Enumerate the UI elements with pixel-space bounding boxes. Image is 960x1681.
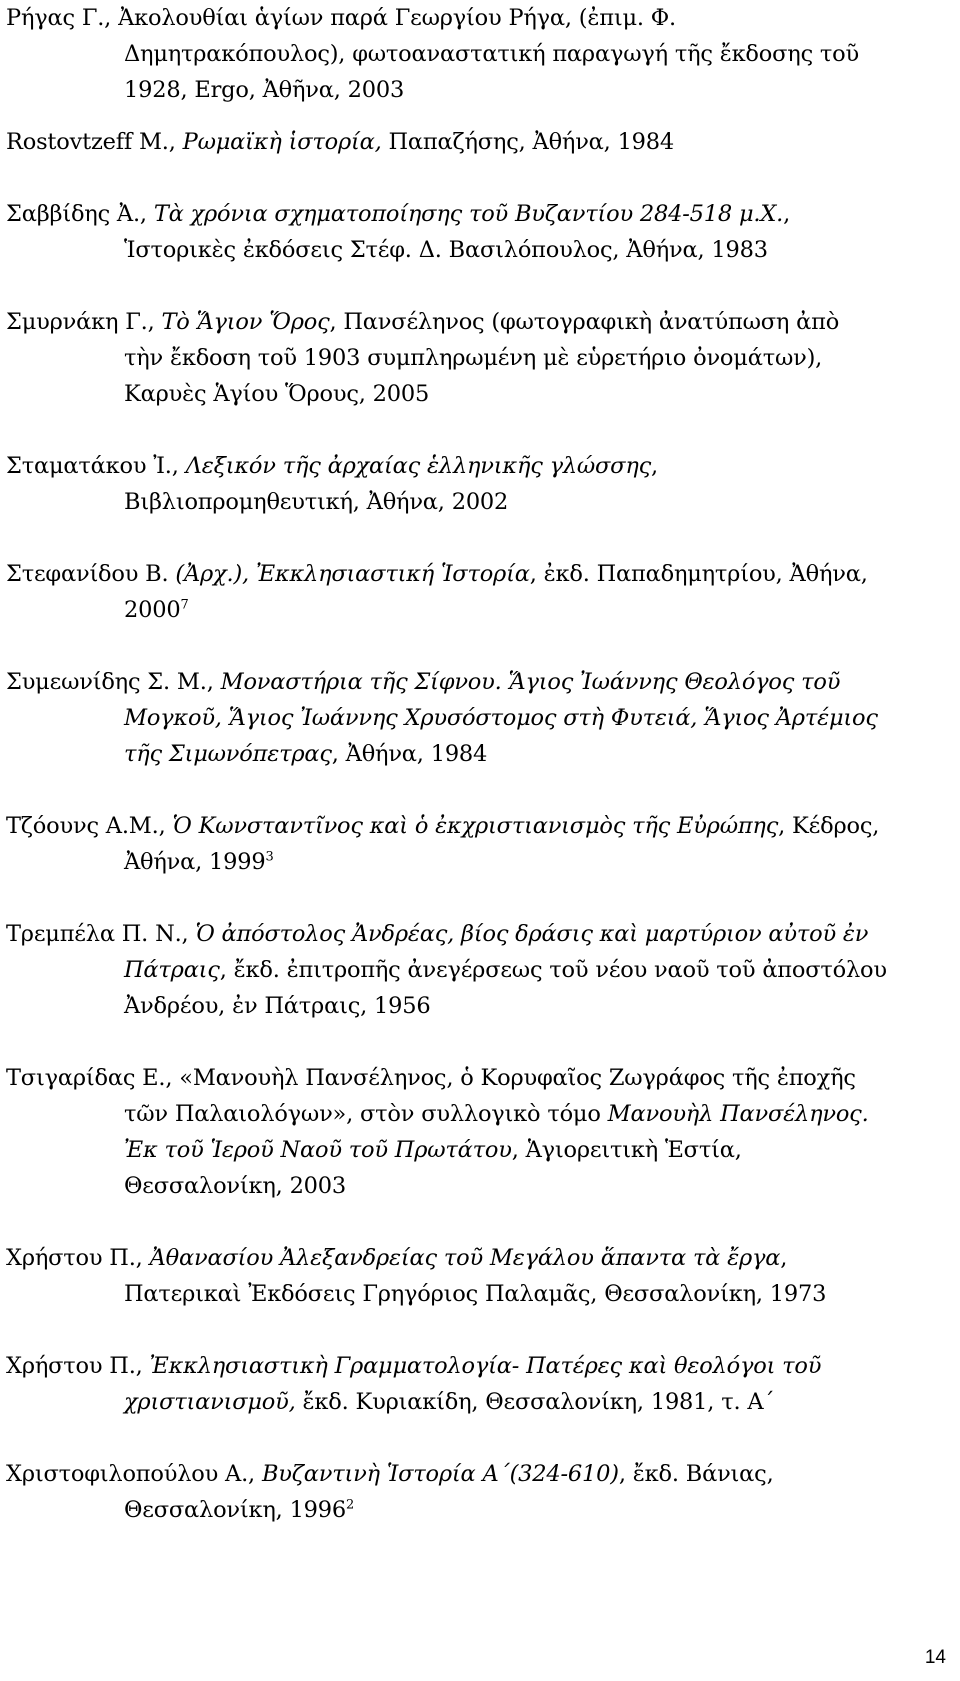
- entry-text: Θεσσαλονίκη, 1996: [124, 1497, 347, 1523]
- bibliography-entry: [6, 556, 936, 628]
- bibliography-entry: [6, 1240, 936, 1312]
- italic-title-text: χριστιανισμοῦ,: [124, 1389, 296, 1415]
- bibliography-entry: [6, 124, 936, 160]
- entry-line: [6, 952, 936, 988]
- entry-line: [6, 1132, 936, 1168]
- entry-line: [6, 72, 936, 108]
- entry-text: Ρήγας Γ., Ἀκολουθίαι ἁγίων παρά Γεωργίου Ρήγα, (ἐπιμ. Φ.: [6, 5, 676, 31]
- entry-line: [6, 304, 936, 340]
- bibliography-entry: [6, 916, 936, 1024]
- entry-text: 1928, Ergo, Ἀθῆνα, 2003: [124, 77, 405, 103]
- entry-text: Χρήστου Π.,: [6, 1245, 150, 1271]
- bibliography-entry: [6, 196, 936, 268]
- entry-line: [6, 1240, 936, 1276]
- entry-text: Θεσσαλονίκη, 2003: [124, 1173, 347, 1199]
- entry-text: , ἐκδ. Παπαδημητρίου, Ἀθήνα,: [529, 561, 868, 587]
- italic-title-text: Μοναστήρια τῆς Σίφνου. Ἅγιος Ἰωάννης Θεολόγος τοῦ: [220, 669, 841, 695]
- bibliography-entry: [6, 448, 936, 520]
- entry-text: , Ἀθήνα, 1984: [331, 741, 488, 767]
- entry-text: Σμυρνάκη Γ.,: [6, 309, 162, 335]
- italic-title-text: Ὁ Κωνσταντῖνος καὶ ὁ ἐκχριστιανισμὸς τῆς Εὐρώπης: [172, 813, 779, 839]
- entry-line: [6, 0, 936, 36]
- italic-title-text: Ἀθανασίου Ἀλεξανδρείας τοῦ Μεγάλου ἅπαντα τὰ ἔργα: [149, 1245, 781, 1271]
- entry-text: Ἀθήνα, 1999: [124, 849, 266, 875]
- bibliography-entry: [6, 1060, 936, 1204]
- entry-line: [6, 1276, 936, 1312]
- page-number: 14: [924, 1647, 946, 1668]
- entry-line: [6, 844, 936, 880]
- entry-line: [6, 1384, 936, 1420]
- entry-text: Σταματάκου Ἰ.,: [6, 453, 186, 479]
- entry-line: [6, 1348, 936, 1384]
- entry-text: Τσιγαρίδας Ε., «Μανουὴλ Πανσέληνος, ὁ Κορυφαῖος Ζωγράφος τῆς ἐποχῆς: [6, 1065, 856, 1091]
- entry-line: [6, 1096, 936, 1132]
- entry-line: [6, 700, 936, 736]
- entry-text: Χριστοφιλοπούλου Α.,: [6, 1461, 262, 1487]
- italic-title-text: Τὸ Ἅγιον Ὅρος: [161, 309, 330, 335]
- entry-line: [6, 340, 936, 376]
- entry-text: Στεφανίδου Β.: [6, 561, 176, 587]
- italic-title-text: Τὰ χρόνια σχηματοποίησης τοῦ Βυζαντίου 284-518 μ.Χ.: [153, 201, 784, 227]
- entry-text: Χρήστου Π.,: [6, 1353, 150, 1379]
- entry-line: [6, 1456, 936, 1492]
- entry-text: Ἱστορικὲς ἐκδόσεις Στέφ. Δ. Βασιλόπουλος, Ἀθήνα, 1983: [124, 237, 768, 263]
- bibliography-entry: [6, 664, 936, 772]
- entry-line: [6, 664, 936, 700]
- italic-title-text: Βυζαντινὴ Ἱστορία Α΄(324-610): [261, 1461, 619, 1487]
- edition-superscript: 3: [265, 849, 274, 865]
- entry-line: [6, 556, 936, 592]
- entry-line: [6, 1492, 936, 1528]
- edition-superscript: 7: [180, 597, 189, 613]
- bibliography-entry: [6, 304, 936, 412]
- entry-line: [6, 736, 936, 772]
- italic-title-text: Ἐκ τοῦ Ἱεροῦ Ναοῦ τοῦ Πρωτάτου: [124, 1137, 512, 1163]
- entry-text: , ἔκδ. Βάνιας,: [618, 1461, 774, 1487]
- entry-line: [6, 1060, 936, 1096]
- bibliography-entry: [6, 1456, 936, 1528]
- italic-title-text: Μογκοῦ, Ἅγιος Ἰωάννης Χρυσόστομος στὴ Φυτειά, Ἅγιος Ἀρτέμιος: [124, 705, 878, 731]
- bibliography-entry: [6, 0, 936, 108]
- italic-title-text: Ὁ ἀπόστολος Ἀνδρέας, βίος δράσις καὶ μαρτύριον αὐτοῦ ἐν: [195, 921, 869, 947]
- entry-text: , Ἁγιορειτικὴ Ἑστία,: [511, 1137, 742, 1163]
- entry-line: [6, 484, 936, 520]
- entry-text: Καρυὲς Ἁγίου Ὅρους, 2005: [124, 381, 430, 407]
- entry-text: , Πανσέληνος (φωτογραφικὴ ἀνατύπωση ἀπὸ: [329, 309, 840, 335]
- entry-line: [6, 196, 936, 232]
- entry-text: 2000: [124, 597, 181, 623]
- entry-text: ,: [780, 1245, 788, 1271]
- entry-line: [6, 808, 936, 844]
- entry-text: Πατερικαὶ Ἐκδόσεις Γρηγόριος Παλαμᾶς, Θεσσαλονίκη, 1973: [124, 1281, 827, 1307]
- entry-line: [6, 916, 936, 952]
- entry-text: , ἔκδ. ἐπιτροπῆς ἀνεγέρσεως τοῦ νέου ναοῦ τοῦ ἀποστόλου: [219, 957, 887, 983]
- italic-title-text: Λεξικόν τῆς ἀρχαίας ἑλληνικῆς γλώσσης: [185, 453, 652, 479]
- entry-text: Βιβλιοπρομηθευτική, Ἀθήνα, 2002: [124, 489, 509, 515]
- entry-text: Συμεωνίδης Σ. Μ.,: [6, 669, 221, 695]
- entry-text: Ἀνδρέου, ἐν Πάτραις, 1956: [124, 993, 431, 1019]
- bibliography-entry: [6, 808, 936, 880]
- italic-title-text: Ρωμαϊκὴ ἱστορία,: [182, 129, 382, 155]
- entry-text: ,: [651, 453, 658, 479]
- entry-text: Παπαζήσης, Ἀθήνα, 1984: [381, 129, 675, 155]
- italic-title-text: Ἐκκλησιαστικὴ Γραμματολογία- Πατέρες καὶ θεολόγοι τοῦ: [149, 1353, 822, 1379]
- entry-text: τὴν ἔκδοση τοῦ 1903 συμπληρωμένη μὲ εὑρετήριο ὀνομάτων),: [124, 345, 823, 371]
- entry-line: [6, 124, 936, 160]
- entry-line: [6, 376, 936, 412]
- entry-text: Δημητρακόπουλος), φωτοαναστατική παραγωγή τῆς ἔκδοσης τοῦ: [124, 41, 859, 67]
- entry-text: Τρεμπέλα Π. Ν.,: [6, 921, 196, 947]
- entry-line: [6, 988, 936, 1024]
- entry-text: Σαββίδης Ἀ.,: [6, 201, 154, 227]
- italic-title-text: (Ἀρχ.), Ἐκκλησιαστική Ἱστορία: [175, 561, 530, 587]
- italic-title-text: Πάτραις: [124, 957, 220, 983]
- entry-line: [6, 448, 936, 484]
- entry-text: ,: [783, 201, 791, 227]
- entry-line: [6, 232, 936, 268]
- entry-line: [6, 1168, 936, 1204]
- italic-title-text: Μανουὴλ Πανσέληνος.: [607, 1101, 869, 1127]
- entry-text: τῶν Παλαιολόγων», στὸν συλλογικὸ τόμο: [124, 1101, 608, 1127]
- entry-line: [6, 36, 936, 72]
- edition-superscript: 2: [346, 1497, 355, 1513]
- entry-text: , Κέδρος,: [778, 813, 880, 839]
- entry-text: Rostovtzeff M.,: [6, 129, 183, 155]
- entry-text: Τζόουνς Α.Μ.,: [6, 813, 173, 839]
- italic-title-text: τῆς Σιμωνόπετρας: [124, 741, 332, 767]
- bibliography-entry: [6, 1348, 936, 1420]
- entry-text: ἔκδ. Κυριακίδη, Θεσσαλονίκη, 1981, τ. Α΄: [295, 1389, 775, 1415]
- entry-line: [6, 592, 936, 628]
